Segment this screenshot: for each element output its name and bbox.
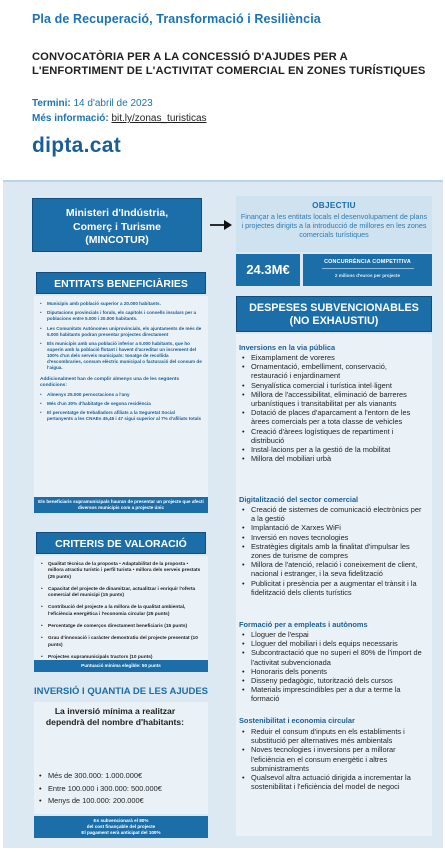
investment-list — [38, 770, 162, 808]
list-item: • Qualsevol altra actuació dirigida a incrementar la sostenibilitat i l'eficiència del model de negoci — [241, 773, 425, 791]
list-item: • Eixamplament de voreres — [241, 353, 425, 362]
list-item: • Les Comunitats Autònomes uniprovincials, els ajuntaments de més de 5.000 habitants podran presentar projectes directament — [40, 326, 202, 338]
list-item: • Capacitat del projecte de dinamitzar, actualitzar i enriquir l'oferta comercial del municipi (15 punts) — [40, 587, 202, 600]
objective-title: OBJECTIU — [312, 201, 356, 210]
list-item: • Millora de l'accessibilitat, eliminació de barreres urbanístiques i transitabilitat per als vianants — [241, 390, 425, 408]
list-item: • Disseny pedagògic, tutorització dels cursos — [241, 676, 425, 685]
deadline-value: 14 d'abril de 2023 — [73, 98, 153, 109]
deadline-label: Termini: — [32, 98, 71, 109]
list-item: • Millora de l'atenció, relació i coneixement de client, nacional i estranger, i la seva fidelització — [241, 560, 425, 578]
expense-list-public-road — [241, 353, 425, 463]
subsidy-line-1: Es subvencionarà el 80% — [93, 818, 149, 823]
list-item: • Lloguer de l'espai — [241, 630, 425, 639]
plan-title: Pla de Recuperació, Transformació i Resiliència — [32, 12, 321, 26]
min-score-note: Puntuació mínima elegible: 50 punts — [34, 660, 208, 672]
criteria-list — [40, 562, 202, 661]
list-item: • Instal·lacions per a la gestió de la mobilitat — [241, 445, 425, 454]
list-item: • El percentatge de treballadors afiliats a la Seguretat Social pertanyents a les CNAEs 45,46 i 47 sigui superior al 7% d'afiliats totals — [40, 410, 202, 422]
list-item: • Almenys 25.000 pernoctacions a l'any — [40, 392, 202, 398]
list-item: • Reduir el consum d'inputs en els establiments i substitució per alternatives més ambientals — [241, 727, 425, 745]
list-item: • Publicitat i presència per a augmentar el trànsit i la fidelització dels clients turístics — [241, 579, 425, 597]
investment-title: INVERSIÓ I QUANTIA DE LES AJUDES — [34, 686, 209, 697]
divider — [322, 268, 414, 269]
list-item: • Inversió en noves tecnologies — [241, 533, 425, 542]
competition-box — [303, 254, 432, 286]
list-item: • Qualitat tècnica de la proposta • Adaptabilitat de la proposta • millora atractiu turístic i perfil turista • millora dels serveis prestats (25 punts) — [40, 562, 202, 581]
investment-lead: La inversió mínima a realitzar dependrà del nombre d'habitants: — [45, 706, 185, 727]
expense-group-title: Digitalització del sector comercial — [239, 495, 359, 504]
list-item: • Més de 300.000: 1.000.000€ — [38, 770, 162, 783]
deadline — [32, 98, 153, 109]
convocatoria-title: CONVOCATÒRIA PER A LA CONCESSIÓ D'AJUDES PER A L'ENFORTIMENT DE L'ACTIVITAT COMERCIAL EN ZONES TURÍSTIQUES — [32, 51, 426, 77]
expenses-heading — [236, 296, 432, 332]
ministry-line-1: Ministeri d'Indústria, — [65, 207, 169, 219]
criteria-box — [34, 556, 208, 672]
beneficiaries-list — [40, 301, 202, 371]
list-item: • Estratègies digitals amb la finalitat d'impulsar les zones de turisme de compres — [241, 542, 425, 560]
conditions-list — [40, 392, 202, 423]
arrow-right-icon — [210, 218, 232, 232]
list-item: • Municipis amb població superior a 20.000 habitants. — [40, 301, 202, 307]
beneficiaries-heading: ENTITATS BENEFICIÀRIES — [36, 272, 206, 294]
list-item: • Senyalística comercial i turística intel·ligent — [241, 381, 425, 390]
list-item: • Dotació de places d'aparcament a l'entorn de les àrees comercials per a tota classe de vehicles — [241, 408, 425, 426]
list-item: • Materials imprescindibles per a dur a terme la formació — [241, 685, 425, 703]
objective-text: Finançar a les entitats locals el desenvolupament de plans i projectes dirigits a la introducció de millores en les zones comercials turístiques — [240, 212, 428, 239]
budget-amount: 24.3M€ — [236, 254, 300, 286]
info-link[interactable]: bit.ly/zonas_turisticas — [111, 113, 207, 124]
expense-list-sustainability — [241, 727, 425, 791]
supramunicipal-note: Els beneficiaris supramunicipals hauran de presentar un projecte que afecti diversos municipis com a projecte únic — [34, 497, 208, 513]
objective-box — [236, 196, 432, 252]
brand-logo: dipta.cat — [32, 134, 122, 157]
additional-note: Addicionalment han de complir almenys una de les següents condicions: — [40, 376, 180, 388]
criteria-heading: CRITERIS DE VALORACIÓ — [36, 532, 206, 554]
ministry-box — [32, 198, 202, 252]
list-item: • Percentatge de comerços directament beneficiaris (15 punts) — [40, 624, 202, 630]
list-item: • Honoraris dels ponents — [241, 667, 425, 676]
expense-group-title: Inversions en la via pública — [239, 343, 336, 352]
list-item: • Contribució del projecte a la millora de la qualitat ambiental, l'eficiència energètica i l'economia circular (25 punts) — [40, 605, 202, 618]
list-item: • Subcontractació que no superi el 80% de l'import de l'activitat subvencionada — [241, 648, 425, 666]
expense-group-title: Sostenibilitat i economia circular — [239, 716, 355, 725]
ministry-line-3: (MINCOTUR) — [85, 234, 149, 246]
expense-list-digitalization — [241, 505, 425, 597]
expense-list-training — [241, 630, 425, 704]
subsidy-note — [34, 816, 208, 838]
list-item: • Creació d'àrees logístiques de repartiment i distribució — [241, 427, 425, 445]
ministry-line-2: Comerç i Turisme — [73, 220, 161, 233]
list-item: • Ornamentació, embelliment, conservació, restauració i enjardinament — [241, 362, 425, 380]
header — [0, 0, 445, 178]
list-item: • Diputacions provincials i forals, els capitols i consells insulars per a poblacions entre 5.000 i 20.000 habitants. — [40, 310, 202, 322]
beneficiaries-box — [34, 296, 208, 512]
list-item: • Menys de 100.000: 200.000€ — [38, 795, 162, 808]
list-item: • Grau d'innovació i caràcter demostratiu del projecte presentat (10 punts) — [40, 636, 202, 649]
info-label: Més informació: — [32, 113, 109, 124]
subsidy-line-3: El pagament serà anticipat del 100% — [81, 830, 161, 835]
more-info — [32, 113, 207, 124]
list-item: • Lloguer del mobiliari i dels equips necessaris — [241, 639, 425, 648]
max-per-project: 2 milions d'euros per projecte — [334, 273, 401, 278]
list-item: • Més d'un 30% d'habitatge de segona residència — [40, 401, 202, 407]
list-item: • Els municipis amb una població inferior a 5.000 habitants, que ho superin amb la població flotant i havent d'acreditar un increment del 100% d'un dels serveis municipals: tonatge de recollida d'escombraries, consum elèctric municipal o facturació del consum de l'aigua. — [40, 341, 202, 371]
list-item: • Creació de sistemes de comunicació electrònics per a la gestió — [241, 505, 425, 523]
expenses-title-line-1: DESPESES SUBVENCIONABLES — [249, 302, 419, 314]
expense-group-title: Formació per a empleats i autònoms — [239, 620, 368, 629]
list-item: • Implantació de Xarxes WiFi — [241, 523, 425, 532]
list-item: • Entre 100.000 i 300.000: 500.000€ — [38, 783, 162, 796]
subsidy-line-2: del cost finançable del projecte — [86, 824, 156, 829]
expenses-title-line-2: (NO EXHAUSTIU) — [289, 315, 379, 327]
competition-label: CONCURRÈNCIA COMPETITIVA — [324, 259, 411, 265]
list-item: • Projectes supramunicipals tractors (10 punts) — [40, 655, 202, 661]
list-item: • Millora del mobiliari urbà — [241, 454, 425, 463]
list-item: • Noves tecnologies i inversions per a millorar l'eficiència en el consum energètic i altres subministraments — [241, 745, 425, 773]
